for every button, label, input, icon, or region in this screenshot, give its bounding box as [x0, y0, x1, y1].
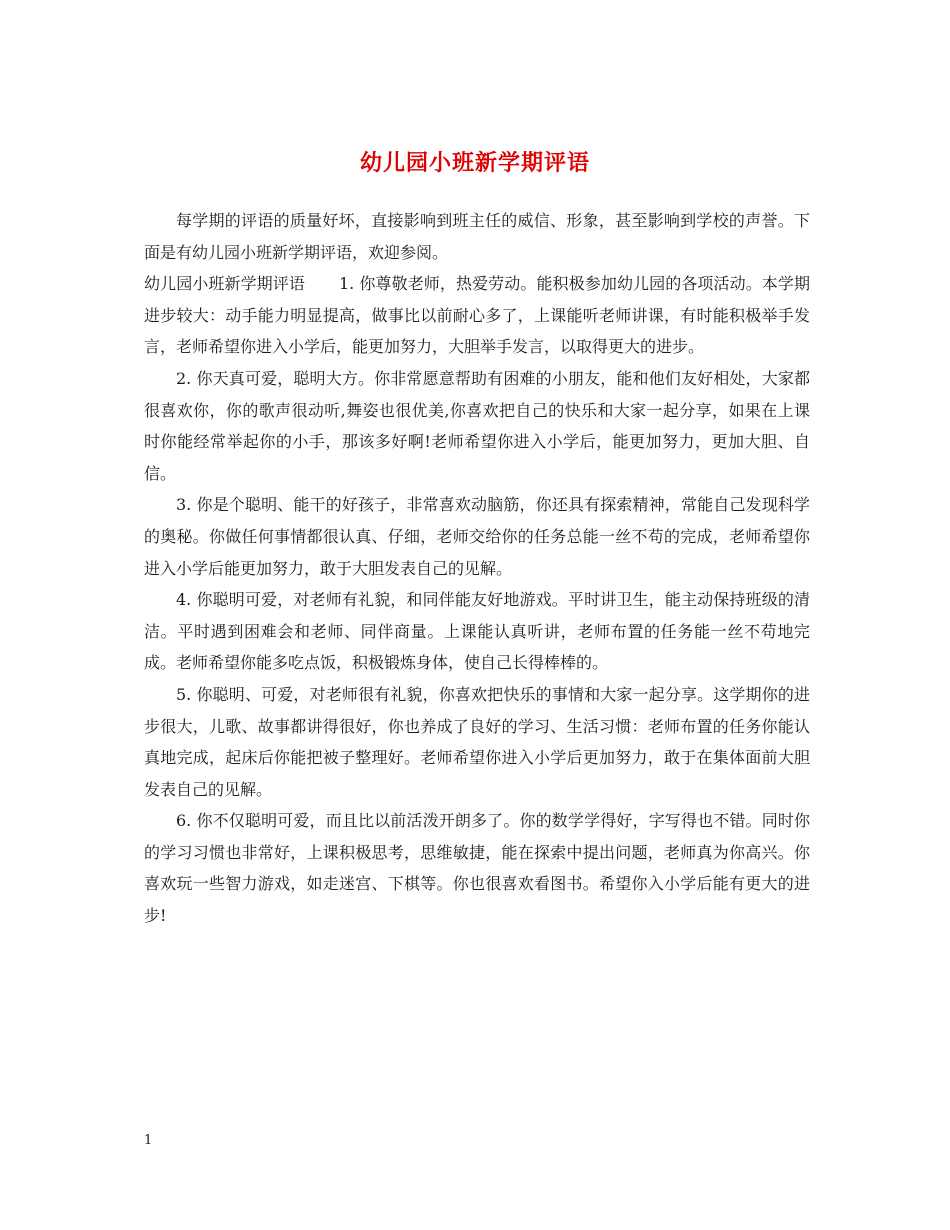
document-title: 幼儿园小班新学期评语	[359, 149, 590, 176]
document-body	[144, 205, 810, 932]
comment-paragraph-2: 2. 你天真可爱，聪明大方。你非常愿意帮助有困难的小朋友，能和他们友好相处，大家都很喜欢你，你的歌声很动听,舞姿也很优美,你喜欢把自己的快乐和大家一起分享，如果在上课时你能经常举起你的小手，那该多好啊!老师希望你进入小学后，能更加努力，更加大胆、自信。	[144, 368, 810, 483]
comment-paragraph-1	[144, 268, 810, 363]
page-number: 1	[144, 1133, 153, 1148]
intro-paragraph: 每学期的评语的质量好坏，直接影响到班主任的威信、形象，甚至影响到学校的声誉。下面是有幼儿园小班新学期评语，欢迎参阅。	[144, 211, 810, 262]
comment-paragraph-3: 3. 你是个聪明、能干的好孩子，非常喜欢动脑筋，你还具有探索精神，常能自己发现科学的奥秘。你做任何事情都很认真、仔细，老师交给你的任务总能一丝不苟的完成，老师希望你进入小学后能更加努力，敢于大胆发表自己的见解。	[144, 495, 810, 578]
comment-paragraph-6: 6. 你不仅聪明可爱，而且比以前活泼开朗多了。你的数学学得好，字写得也不错。同时你的学习习惯也非常好，上课积极思考，思维敏捷，能在探索中提出问题，老师真为你高兴。你喜欢玩一些智力游戏，如走迷宫、下棋等。你也很喜欢看图书。希望你入小学后能有更大的进步!	[144, 811, 810, 926]
comment-1-text: 1. 你尊敬老师，热爱劳动。能积极参加幼儿园的各项活动。本学期进步较大：动手能力明显提高，做事比以前耐心多了，上课能听老师讲课，有时能积极举手发言，老师希望你进入小学后，能更加努力，大胆举手发言，以取得更大的进步。	[144, 274, 810, 357]
comment-paragraph-4: 4. 你聪明可爱，对老师有礼貌，和同伴能友好地游戏。平时讲卫生，能主动保持班级的清洁。平时遇到困难会和老师、同伴商量。上课能认真听讲，老师布置的任务能一丝不苟地完成。老师希望你能多吃点饭，积极锻炼身体，使自己长得棒棒的。	[144, 590, 810, 673]
section-label: 幼儿园小班新学期评语	[144, 274, 305, 294]
comment-paragraph-5: 5. 你聪明、可爱，对老师很有礼貌，你喜欢把快乐的事情和大家一起分享。这学期你的进步很大，儿歌、故事都讲得很好，你也养成了良好的学习、生活习惯：老师布置的任务你能认真地完成，起床后你能把被子整理好。老师希望你进入小学后更加努力，敢于在集体面前大胆发表自己的见解。	[144, 684, 810, 799]
